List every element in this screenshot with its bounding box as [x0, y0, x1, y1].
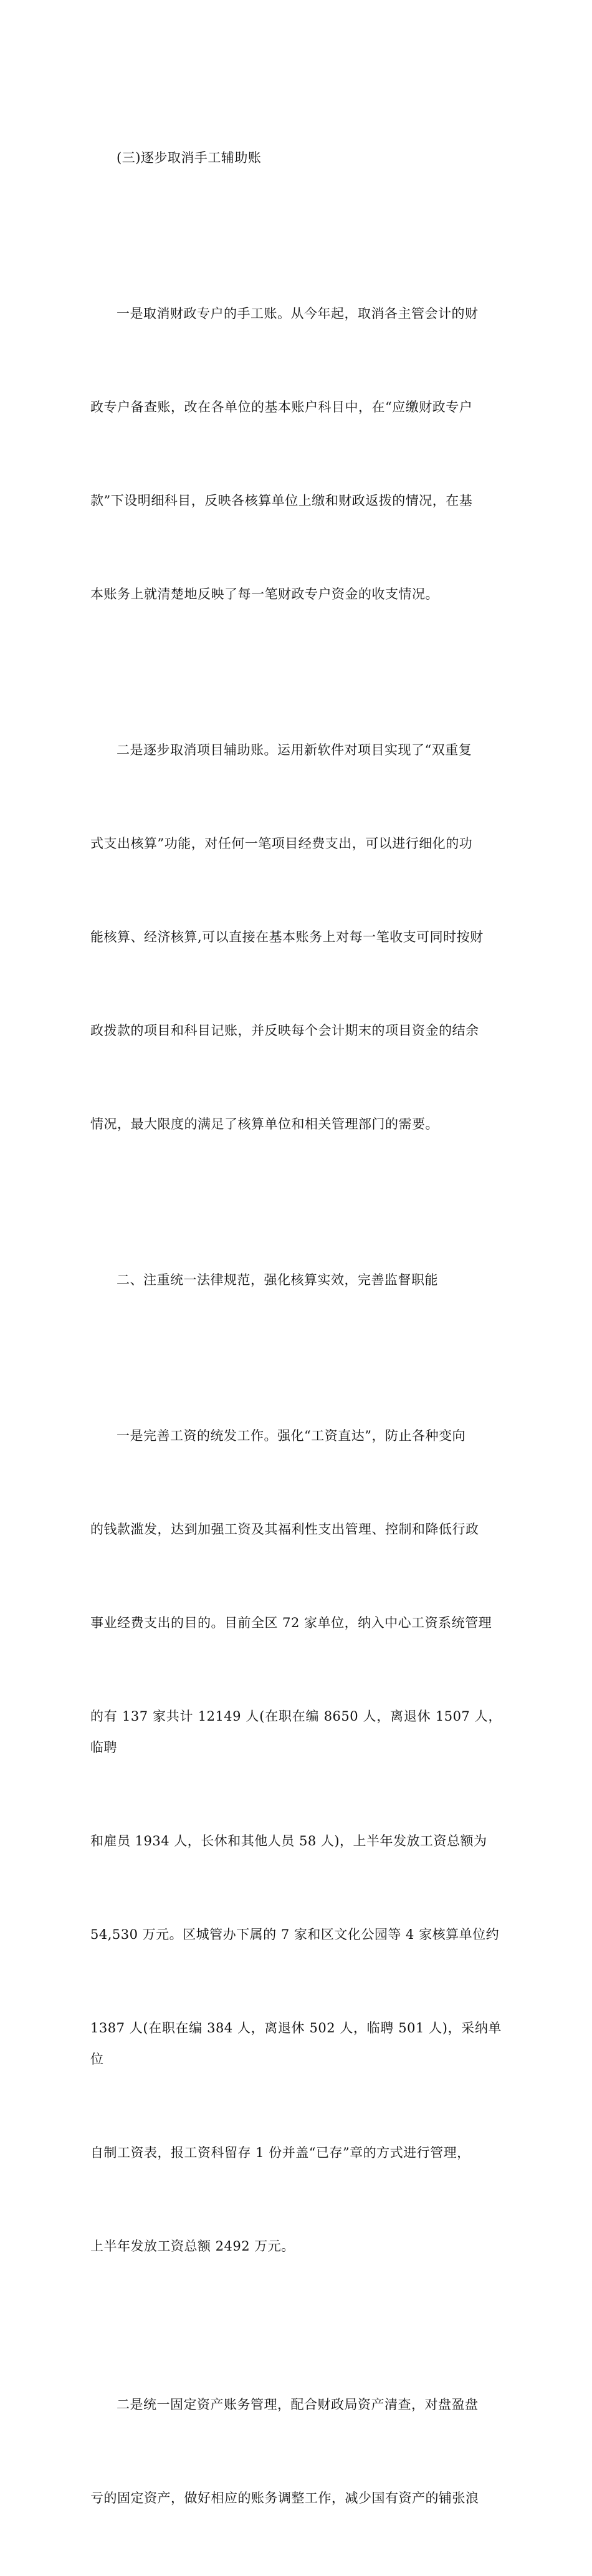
paragraph-heading-3: [90, 80, 502, 236]
text-line: 款”下设明细科目，反映各核算单位上缴和财政返拨的情况，在基: [90, 493, 473, 508]
text-line: 的有 137 家共计 12149 人(在职在编 8650 人，离退休 1507 人，临聘: [90, 1709, 502, 1755]
text-line: 式支出核算”功能，对任何一笔项目经费支出，可以进行细化的功: [90, 836, 473, 851]
text-line: 上半年发放工资总额 2492 万元。: [90, 2239, 295, 2254]
text-line: 和雇员 1934 人，长休和其他人员 58 人)，上半年发放工资总额为: [90, 1833, 487, 1848]
text-line: 能核算、经济核算,可以直接在基本账务上对每一笔收支可同时按财: [90, 930, 484, 944]
text-line: 自制工资表，报工资科留存 1 份并盖“已存”章的方式进行管理，: [90, 2145, 470, 2160]
paragraph-payroll: [90, 1358, 502, 2324]
text-line: 政拨款的项目和科目记账，并反映每个会计期末的项目资金的结余: [90, 1023, 479, 1038]
paragraph-project-account: [90, 672, 502, 1202]
text-line: 本账务上就清楚地反映了每一笔财政专户资金的收支情况。: [90, 587, 439, 602]
text-line: 亏的固定资产，做好相应的账务调整工作，减少国有资产的铺张浪: [90, 2491, 479, 2506]
text-line: 1387 人(在职在编 384 人，离退休 502 人，临聘 501 人)，采纳单位: [90, 2021, 502, 2067]
paragraph-section-heading-2: [90, 1202, 502, 1358]
document-body: [90, 80, 502, 2576]
text-line: 二是逐步取消项目辅助账。运用新软件对项目实现了“双重复: [117, 743, 472, 757]
text-line: 一是完善工资的统发工作。强化“工资直达”，防止各种变向: [117, 1428, 465, 1443]
text-line: 一是取消财政专户的手工账。从今年起，取消各主管会计的财: [117, 306, 479, 321]
text-line: 二、注重统一法律规范，强化核算实效，完善监督职能: [117, 1272, 438, 1287]
text-line: (三)逐步取消手工辅助账: [117, 150, 262, 165]
text-line: 二是统一固定资产账务管理，配合财政局资产清查，对盘盈盘: [117, 2397, 479, 2412]
text-line: 事业经费支出的目的。目前全区 72 家单位，纳入中心工资系统管理: [90, 1615, 492, 1630]
text-line: 54,530 万元。区城管办下属的 7 家和区文化公园等 4 家核算单位约: [90, 1927, 500, 1942]
paragraph-fixed-assets: [90, 2327, 502, 2576]
text-line: 情况，最大限度的满足了核算单位和相关管理部门的需要。: [90, 1117, 439, 1132]
text-line: 的钱款滥发，达到加强工资及其福利性支出管理、控制和降低行政: [90, 1522, 479, 1537]
paragraph-financial-account: [90, 236, 502, 672]
text-line: 政专户备查账，改在各单位的基本账户科目中，在“应缴财政专户: [90, 400, 473, 415]
